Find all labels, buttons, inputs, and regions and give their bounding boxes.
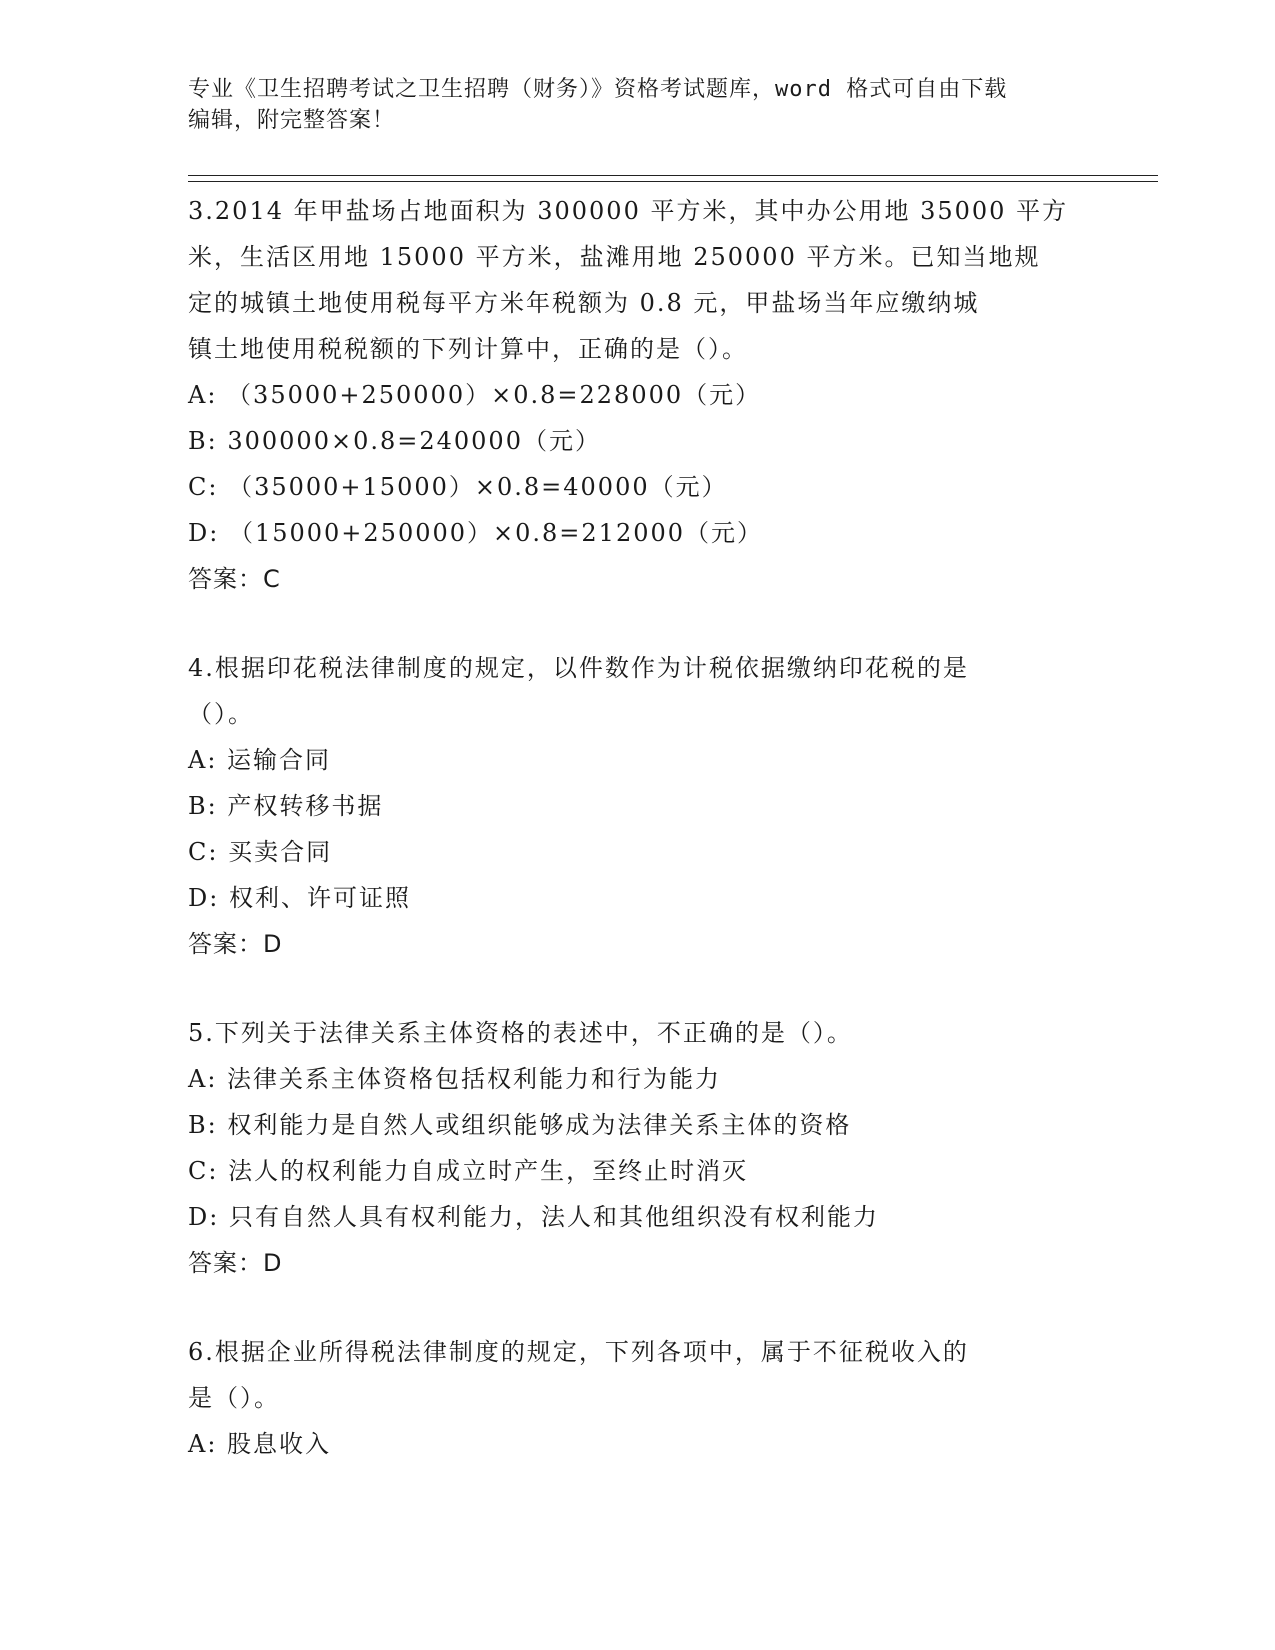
option-b: B: 产权转移书据: [188, 792, 384, 820]
answer-label: 答案：D: [188, 1249, 283, 1277]
option-c: C: 买卖合同: [188, 838, 333, 866]
question-stem-line: 镇土地使用税税额的下列计算中，正确的是（）。: [188, 335, 748, 363]
header-divider-bottom: [188, 181, 1158, 182]
header-divider-top: [188, 175, 1158, 176]
question-stem-line: 定的城镇土地使用税每平方米年税额为 0.8 元，甲盐场当年应缴纳城: [188, 289, 980, 317]
option-c: C: （35000+15000）×0.8=40000（元）: [188, 473, 728, 501]
question-stem-line: 6.根据企业所得税法律制度的规定，下列各项中，属于不征税收入的: [188, 1338, 969, 1366]
question-5: [188, 1010, 1088, 1286]
question-stem-line: 5.下列关于法律关系主体资格的表述中，不正确的是（）。: [188, 1019, 853, 1047]
option-d: D: （15000+250000）×0.8=212000（元）: [188, 519, 764, 547]
option-b: B: 权利能力是自然人或组织能够成为法律关系主体的资格: [188, 1111, 852, 1139]
option-a: A: （35000+250000）×0.8=228000（元）: [188, 381, 762, 409]
question-3: [188, 188, 1088, 602]
header-line-1: 专业《卫生招聘考试之卫生招聘（财务）》资格考试题库，word 格式可自由下载: [188, 77, 1008, 102]
question-stem-line: 是（）。: [188, 1384, 280, 1412]
document-header: [188, 74, 1088, 136]
option-a: A: 股息收入: [188, 1430, 332, 1458]
header-line-2: 编辑，附完整答案！: [188, 108, 396, 133]
option-d: D: 权利、许可证照: [188, 884, 411, 912]
option-c: C: 法人的权利能力自成立时产生，至终止时消灭: [188, 1157, 749, 1185]
option-a: A: 法律关系主体资格包括权利能力和行为能力: [188, 1065, 722, 1093]
option-a: A: 运输合同: [188, 746, 332, 774]
answer-label: 答案：D: [188, 930, 283, 958]
question-stem-line: 米，生活区用地 15000 平方米，盐滩用地 250000 平方米。已知当地规: [188, 243, 1041, 271]
question-stem-line: 3.2014 年甲盐场占地面积为 300000 平方米，其中办公用地 35000 平方: [188, 197, 1069, 225]
question-4: [188, 645, 1088, 967]
question-stem-line: 4.根据印花税法律制度的规定，以件数作为计税依据缴纳印花税的是: [188, 654, 969, 682]
question-stem-line: （）。: [188, 700, 254, 728]
answer-label: 答案：C: [188, 565, 281, 593]
option-b: B: 300000×0.8=240000（元）: [188, 427, 601, 455]
option-d: D: 只有自然人具有权利能力，法人和其他组织没有权利能力: [188, 1203, 879, 1231]
question-6: [188, 1329, 1088, 1467]
